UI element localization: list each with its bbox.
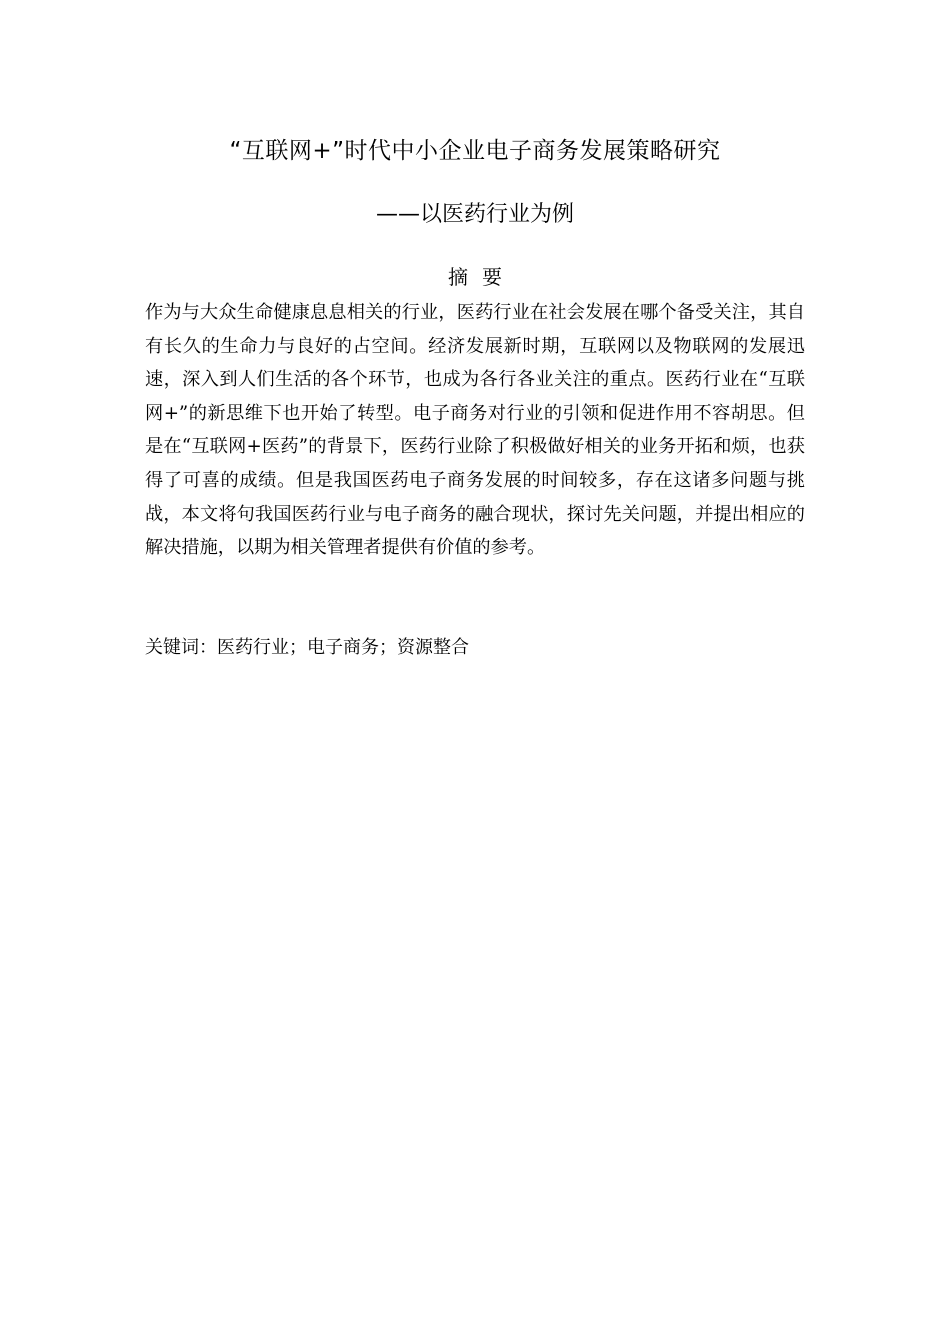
abstract-heading: 摘要 xyxy=(448,265,516,289)
abstract-paragraph: 作为与大众生命健康息息相关的行业，医药行业在社会发展在哪个备受关注，其自有长久的生命力与良好的占空间。经济发展新时期，互联网以及物联网的发展迅速，深入到人们生活的各个环节，也成为各行各业关注的重点。医药行业在“互联网+”的新思维下也开始了转型。电子商务对行业的引领和促进作用不容胡思。但是在“互联网+医药”的背景下，医药行业除了积极做好相关的业务开拓和烦，也获得了可喜的成绩。但是我国医药电子商务发展的时间较多，存在这诸多问题与挑战，本文将句我国医药行业与电子商务的融合现状，探讨先关问题，并提出相应的解决措施，以期为相关管理者提供有价值的参考。 xyxy=(145,302,805,559)
page-title: “互联网+”时代中小企业电子商务发展策略研究 xyxy=(229,138,721,164)
page-subtitle: ——以医药行业为例 xyxy=(375,202,574,227)
keywords-line: 关键词：医药行业；电子商务；资源整合 xyxy=(145,637,469,658)
